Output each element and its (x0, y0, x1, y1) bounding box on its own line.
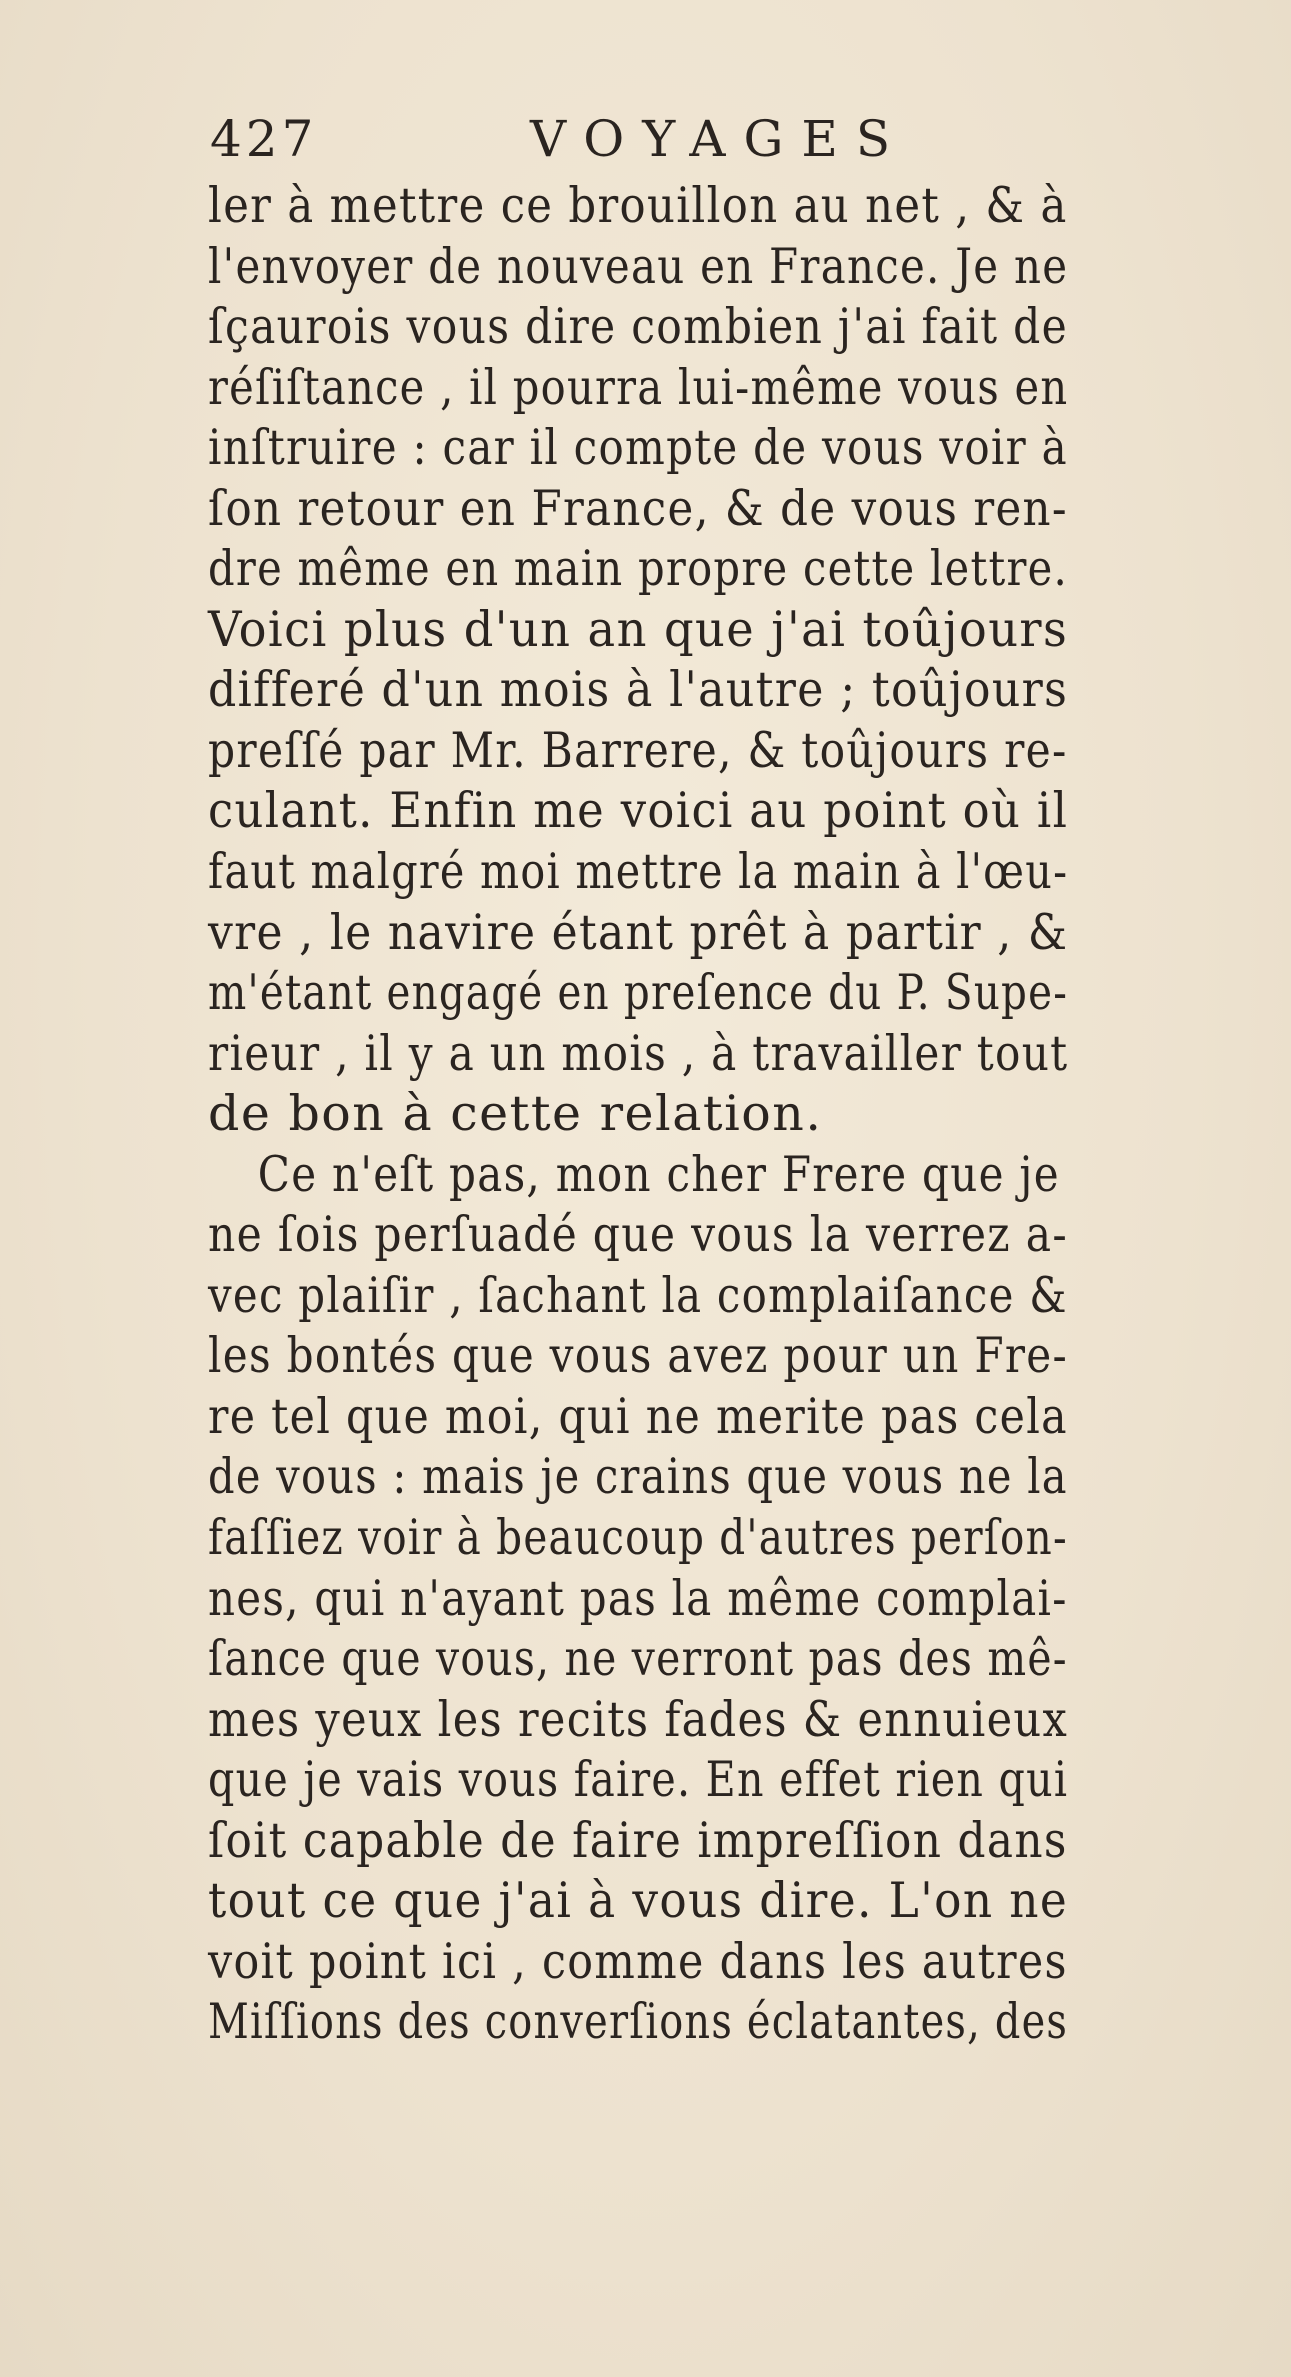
page-number: 427 (210, 110, 318, 168)
text-line: faſſiez voir à beaucoup d'autres perſon- (208, 1509, 1068, 1567)
text-line: preſſé par Mr. Barrere, & toûjours re- (208, 721, 1068, 779)
text-line: re tel que moi, qui ne merite pas cela (208, 1387, 1068, 1445)
text-line: l'envoyer de nouveau en France. Je ne (208, 237, 1069, 295)
text-line: voit point ici , comme dans les autres (208, 1932, 1068, 1990)
text-line: vre , le navire étant prêt à partir , & (208, 903, 1069, 961)
text-line: les bontés que vous avez pour un Fre- (208, 1327, 1069, 1385)
text-line: faut malgré moi mettre la main à l'œu- (208, 843, 1069, 901)
text-line: differé d'un mois à l'autre ; toûjours (208, 661, 1069, 719)
text-line: culant. Enfin me voici au point où il (208, 782, 1069, 840)
text-line: ſoit capable de faire impreſſion dans (208, 1811, 1068, 1869)
text-line: que je vais vous faire. En effet rien qui (208, 1751, 1069, 1809)
text-line: Ce n'eſt pas, mon cher Frere que je (257, 1145, 1060, 1203)
text-line: ne ſois perſuadé que vous la verrez a- (208, 1206, 1068, 1264)
text-line: ſance que vous, ne verront pas des mê- (208, 1630, 1068, 1688)
text-line: Voici plus d'un an que j'ai toûjours (208, 600, 1069, 658)
text-line: réſiſtance , il pourra lui-même vous en (208, 358, 1069, 416)
text-line: ler à mettre ce brouillon au net , & à (208, 177, 1068, 234)
text-line: rieur , il y a un mois , à travailler tout (208, 1024, 1069, 1082)
text-line: tout ce que j'ai à vous dire. L'on ne (208, 1872, 1069, 1930)
text-line: de vous : mais je crains que vous ne la (208, 1448, 1068, 1506)
text-line: vec plaiſir , ſachant la complaiſance & (208, 1266, 1068, 1324)
text-line: ſçaurois vous dire combien j'ai fait de (208, 298, 1069, 356)
text-line: mes yeux les recits fades & ennuieux (208, 1690, 1069, 1748)
text-line: inſtruire : car il compte de vous voir à (208, 419, 1068, 477)
body-text (208, 176, 1208, 2053)
text-line: dre même en main propre cette lettre. (208, 540, 1069, 598)
text-line: m'étant engagé en preſence du P. Supe- (208, 964, 1069, 1022)
running-title: VOYAGES (530, 110, 909, 168)
text-line: Miſſions des converſions éclatantes, des (208, 1993, 1069, 2051)
text-line: nes, qui n'ayant pas la même complai- (208, 1569, 1068, 1627)
text-line: ſon retour en France, & de vous ren- (208, 479, 1068, 537)
page-header (210, 104, 1090, 174)
text-line: de bon à cette relation. (208, 1085, 823, 1143)
